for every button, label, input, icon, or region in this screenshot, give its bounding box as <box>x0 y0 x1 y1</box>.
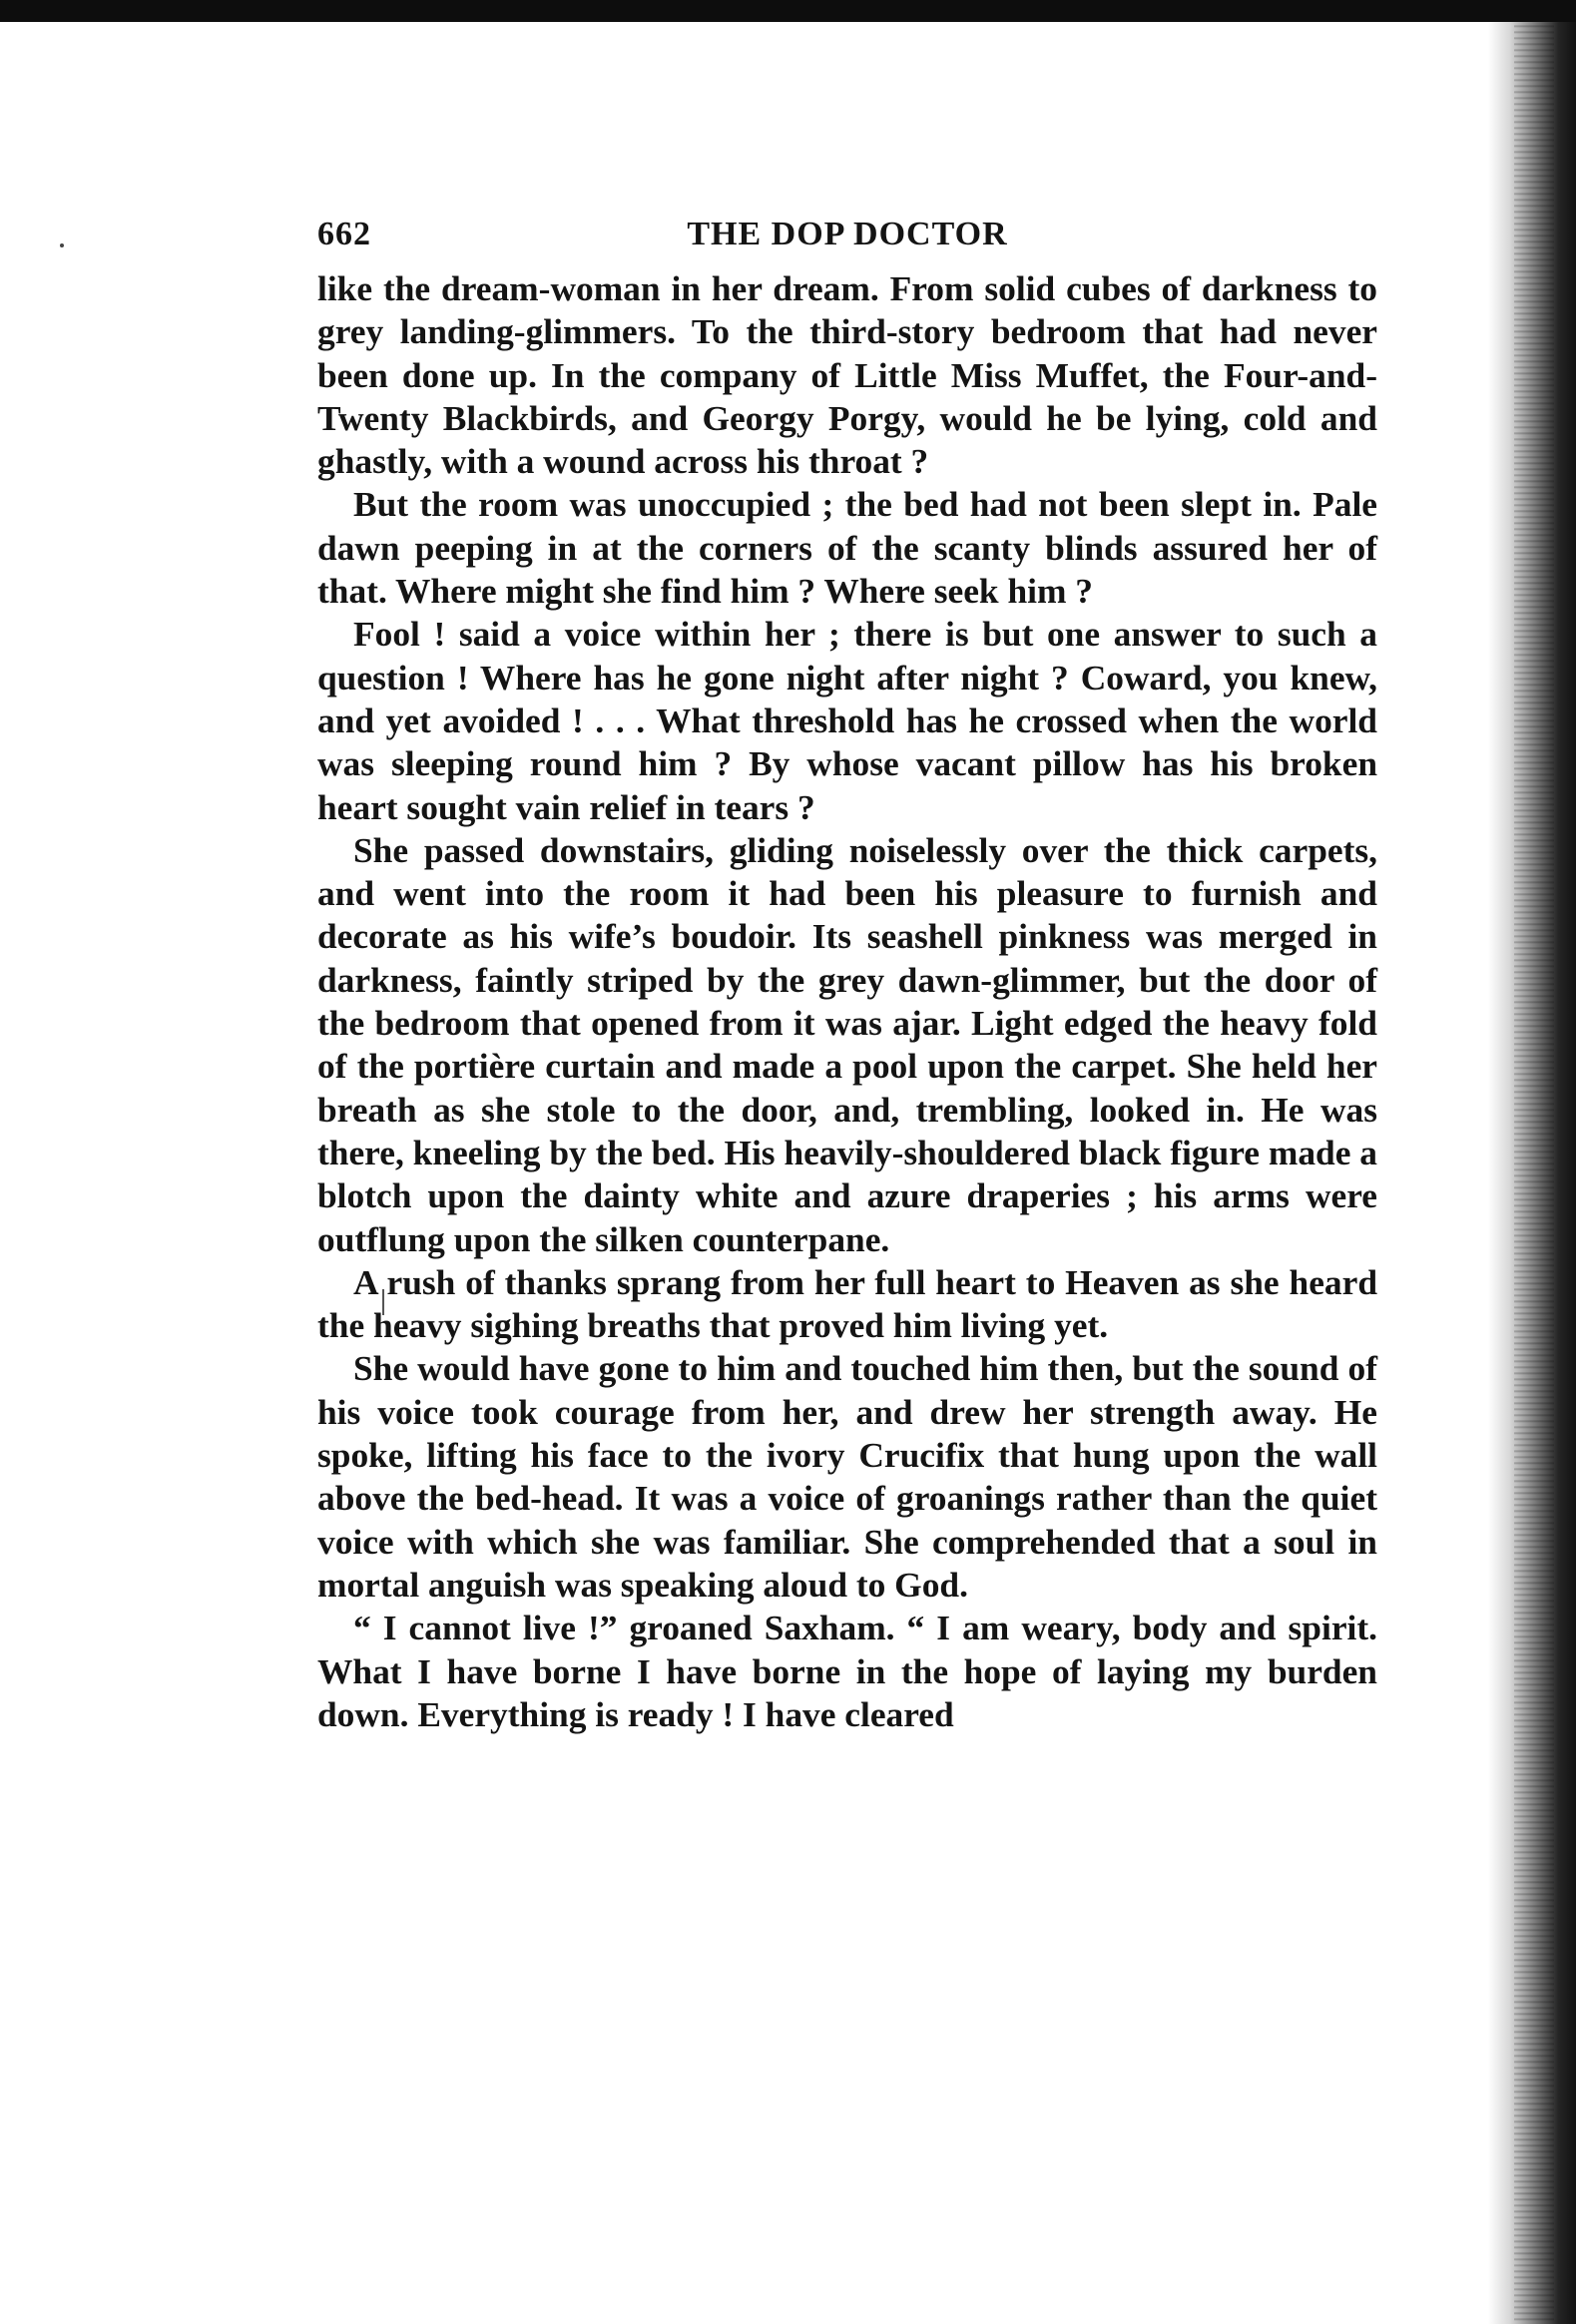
book-gutter-texture <box>1514 22 1554 2324</box>
page-number: 662 <box>317 216 371 252</box>
paragraph-7: “ I cannot live !” groaned Saxham. “ I am weary, body and spirit. What I have borne I have borne in the hope of laying my burden down. Everything is ready ! I have cleared <box>317 1608 1377 1734</box>
body-text <box>317 267 1377 1736</box>
paragraph-4: She passed downstairs, gliding noiselessly over the thick carpets, and went into the room it had been his pleasure to furnish and decorate as his wife’s boudoir. Its seashell pinkness was merged in darkness, faintly striped by the grey dawn-glimmer, but the door of the bedroom that opened from it was ajar. Light edged the heavy fold of the portière curtain and made a pool upon the carpet. She held her breath as she stole to the door, and, trembling, looked in. He was there, kneeling by the bed. His heavily-shouldered black figure made a blotch upon the dainty white and azure draperies ; his arms were outflung upon the silken counterpane. <box>317 829 1377 1259</box>
scan-speck <box>60 243 64 247</box>
paragraph-3: Fool ! said a voice within her ; there is but one answer to such a question ! Where has he gone night after night ? Coward, you knew, and yet avoided ! . . . What threshold has he crossed when the world was sleeping round him ? By whose vacant pillow has his broken heart sought vain relief in tears ? <box>317 614 1377 827</box>
paragraph-6: She would have gone to him and touched him then, but the sound of his voice took courage from her, and drew her strength away. He spoke, lifting his face to the ivory Crucifix that hung upon the wall above the bed-head. It was a voice of groanings rather than the quiet voice with which she was familiar. She comprehended that a soul in mortal anguish was speaking aloud to God. <box>317 1348 1377 1605</box>
paragraph-2: But the room was unoccupied ; the bed had not been slept in. Pale dawn peeping in at the corners of the scanty blinds assured her of that. Where might she find him ? Where seek him ? <box>317 484 1377 612</box>
page-header <box>317 206 1377 267</box>
running-head: THE DOP DOCTOR <box>687 216 1008 252</box>
book-page <box>317 206 1377 1736</box>
paragraph-1: like the dream-woman in her dream. From solid cubes of darkness to grey landing-glimmers. To the third-story bedroom that had never been done up. In the company of Little Miss Muffet, the Four-and-Twenty Blackbirds, and Georgy Porgy, would he be lying, cold and ghastly, with a wound across his throat ? <box>317 268 1377 482</box>
scan-top-band <box>0 0 1576 22</box>
paragraph-5: A rush of thanks sprang from her full heart to Heaven as she heard the heavy sighing breaths that proved him living yet. <box>317 1261 1377 1346</box>
